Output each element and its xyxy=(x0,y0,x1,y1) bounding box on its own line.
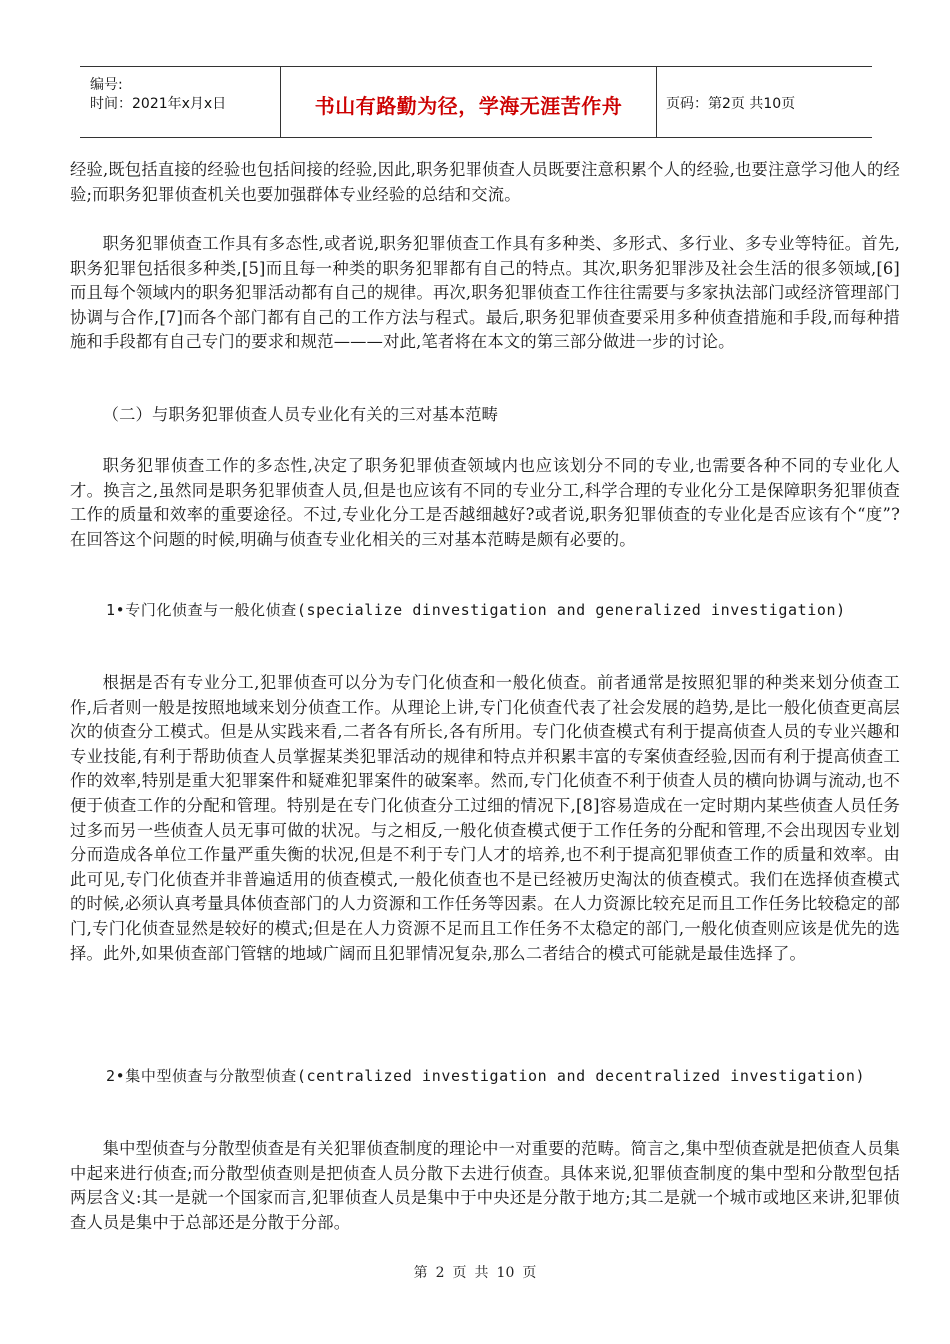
paragraph-4 xyxy=(70,671,900,966)
page-footer xyxy=(0,1262,950,1282)
document-date: 时间：2021年x月x日 xyxy=(90,96,227,112)
footer-page-unit: 页 xyxy=(452,1265,467,1281)
document-header xyxy=(80,66,872,138)
header-motto: 书山有路勤为径，学海无涯苦作舟 xyxy=(314,94,623,118)
paragraph-text: 职务犯罪侦查工作的多态性,决定了职务犯罪侦查领域内也应该划分不同的专业,也需要各种不同的专业化人才。换言之,虽然同是职务犯罪侦查人员,但是也应该有不同的专业分工,科学合理的专业化分工是保障职务犯罪侦查工作的质量和效率的重要途径。不过,专业化分工是否越细越好?或者说,职务犯罪侦查的专业化是否应该有个“度”?在回答这个问题的时候,明确与侦查专业化相关的三对基本范畴是颇有必要的。 xyxy=(70,456,900,549)
header-motto-box xyxy=(280,67,657,137)
document-number-label: 编号: xyxy=(90,77,123,93)
section-heading-text: （二）与职务犯罪侦查人员专业化有关的三对基本范畴 xyxy=(102,405,499,424)
paragraph-5 xyxy=(70,1137,900,1235)
section-heading xyxy=(70,403,900,428)
footer-total-number: 10 xyxy=(496,1265,515,1281)
footer-total-word: 共 xyxy=(474,1265,489,1281)
footer-total-unit: 页 xyxy=(522,1265,537,1281)
subheading-1 xyxy=(70,598,900,622)
paragraph-text: 根据是否有专业分工,犯罪侦查可以分为专门化侦查和一般化侦查。前者通常是按照犯罪的种类来划分侦查工作,后者则一般是按照地域来划分侦查工作。从理论上讲,专门化侦查代表了社会发展的趋势,是比一般化侦查更高层次的侦查分工模式。但是从实践来看,二者各有所长,各有所用。专门化侦查模式有利于提高侦查人员的专业兴趣和专业技能,有利于帮助侦查人员掌握某类犯罪活动的规律和特点并积累丰富的专案侦查经验,因而有利于提高侦查工作的效率,特别是重大犯罪案件和疑难犯罪案件的破案率。然而,专门化侦查不利于侦查人员的横向协调与流动,也不便于侦查工作的分配和管理。特别是在专门化侦查分工过细的情况下,[8]容易造成在一定时期内某些侦查人员任务过多而另一些侦查人员无事可做的状况。与之相反,一般化侦查模式便于工作任务的分配和管理,不会出现因专业划分而造成各单位工作量严重失衡的状况,但是不利于专门人才的培养,也不利于提高犯罪侦查工作的质量和效率。由此可见,专门化侦查并非普遍适用的侦查模式,一般化侦查也不是已经被历史淘汰的侦查模式。我们在选择侦查模式的时候,必须认真考量具体侦查部门的人力资源和工作任务等因素。在人力资源比较充足而且工作任务比较稳定的部门,专门化侦查显然是较好的模式;但是在人力资源不足而且工作任务不太稳定的部门,一般化侦查则应该是优先的选择。此外,如果侦查部门管辖的地域广阔而且犯罪情况复杂,那么二者结合的模式可能就是最佳选择了。 xyxy=(70,673,900,963)
paragraph-text: 经验,既包括直接的经验也包括间接的经验,因此,职务犯罪侦查人员既要注意积累个人的经验,也要注意学习他人的经验;而职务犯罪侦查机关也要加强群体专业经验的总结和交流。 xyxy=(70,160,900,204)
header-meta xyxy=(80,67,280,137)
paragraph-2 xyxy=(70,232,900,355)
subheading-2 xyxy=(70,1064,900,1088)
paragraph-text: 职务犯罪侦查工作具有多态性,或者说,职务犯罪侦查工作具有多种类、多形式、多行业、多专业等特征。首先,职务犯罪包括很多种类,[5]而且每一种类的职务犯罪都有自己的特点。其次,职务犯罪涉及社会生活的很多领域,[6]而且每个领域内的职务犯罪活动都有自己的规律。再次,职务犯罪侦查工作往往需要与多家执法部门或经济管理部门协调与合作,[7]而各个部门都有自己的工作方法与程式。最后,职务犯罪侦查要采用多种侦查措施和手段,而每种措施和手段都有自己专门的要求和规范———对此,笔者将在本文的第三部分做进一步的讨论。 xyxy=(70,234,900,352)
subheading-text: 1•专门化侦查与一般化侦查(specialize dinvestigation and generalized investigation) xyxy=(106,601,846,619)
paragraph-3 xyxy=(70,454,900,552)
header-page-info: 页码：第2页 共10页 xyxy=(666,96,796,112)
paragraph-text: 集中型侦查与分散型侦查是有关犯罪侦查制度的理论中一对重要的范畴。简言之,集中型侦查就是把侦查人员集中起来进行侦查;而分散型侦查则是把侦查人员分散下去进行侦查。具体来说,犯罪侦查制度的集中型和分散型包括两层含义:其一是就一个国家而言,犯罪侦查人员是集中于中央还是分散于地方;其二是就一个城市或地区来讲,犯罪侦查人员是集中于总部还是分散于分部。 xyxy=(70,1139,900,1232)
paragraph-1 xyxy=(70,158,900,207)
footer-page-word: 第 xyxy=(413,1265,428,1281)
subheading-text: 2•集中型侦查与分散型侦查(centralized investigation and decentralized investigation) xyxy=(106,1067,866,1085)
footer-page-number: 2 xyxy=(435,1265,445,1281)
